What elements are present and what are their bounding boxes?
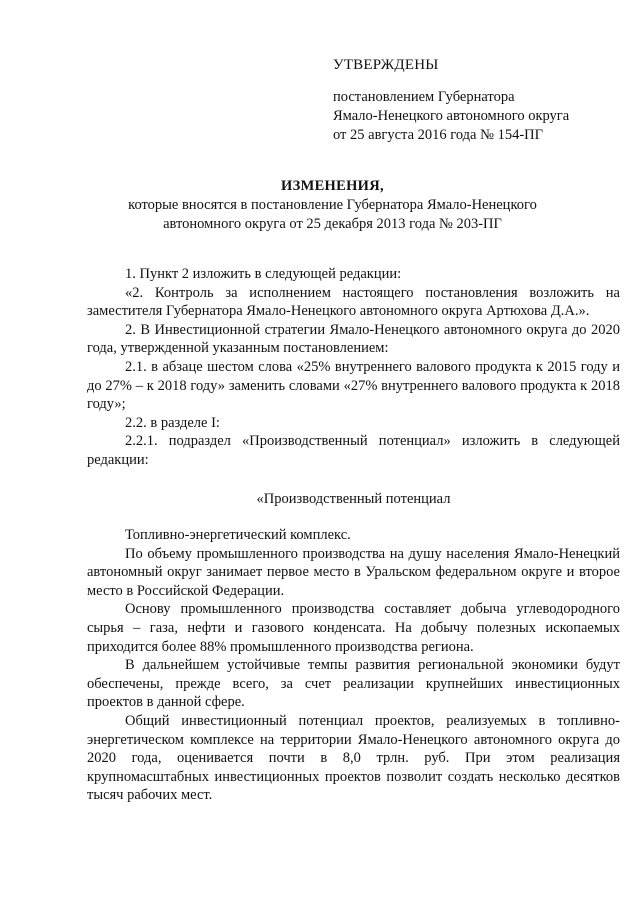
section-paragraph: По объему промышленного производства на душу населения Ямало-Ненецкий автономный округ занимает первое место в Уральском федеральном округе и второе место в Российской Федерации. xyxy=(87,545,620,599)
document-heading xyxy=(60,177,605,234)
approval-line: постановлением Губернатора xyxy=(333,89,515,105)
section-paragraph: Основу промышленного производства составляет добыча углеводородного сырья – газа, нефти и газового конденсата. На добычу полезных ископаемых приходится более 88% промышленного производства региона. xyxy=(87,601,620,655)
document-subtitle-line: которые вносятся в постановление Губернатора Ямало-Ненецкого xyxy=(128,197,537,213)
section-paragraph: Топливно-энергетический комплекс. xyxy=(125,527,351,543)
approval-block xyxy=(333,56,623,145)
amendment-item: 2.2.1. подраздел «Производственный потенциал» изложить в следующей редакции: xyxy=(87,433,620,468)
amendment-item: 2.2. в разделе I: xyxy=(125,414,220,431)
amendments-list xyxy=(87,265,620,470)
approval-line: Ямало-Ненецкого автономного округа xyxy=(333,108,570,124)
section-paragraph: В дальнейшем устойчивые темпы развития региональной экономики будут обеспечены, прежде всего, за счет реализации крупнейших инвестиционных проектов в данной сфере. xyxy=(87,657,620,711)
document-title: ИЗМЕНЕНИЯ, xyxy=(281,178,384,194)
amendment-item: 1. Пункт 2 изложить в следующей редакции: xyxy=(125,266,402,282)
amendment-item: 2.1. в абзаце шестом слова «25% внутреннего валового продукта к 2015 году и до 27% – к 2018 году» заменить словами «27% внутреннего валового продукта к 2018 году»; xyxy=(87,358,620,413)
amendment-item: 2. В Инвестиционной стратегии Ямало-Ненецкого автономного округа до 2020 года, утвержденной указанным постановлением: xyxy=(87,321,620,357)
section-title: «Производственный потенциал xyxy=(256,491,451,507)
approval-line: от 25 августа 2016 года № 154-ПГ xyxy=(333,127,544,143)
amendment-item: «2. Контроль за исполнением настоящего постановления возложить на заместителя Губернатора Ямало-Ненецкого автономного округа Артюхова Д.А.». xyxy=(87,284,620,320)
approval-label: УТВЕРЖДЕНЫ xyxy=(333,57,439,73)
section-paragraph: Общий инвестиционный потенциал проектов, реализуемых в топливно-энергетическом комплексе на территории Ямало-Ненецкого автономного округа до 2020 года, оценивается почти в 8,0 трлн. руб. При этом реализация крупномасштабных инвестиционных проектов позволит создать несколько десятков тысяч рабочих мест. xyxy=(87,712,620,804)
document-subtitle-line: автономного округа от 25 декабря 2013 года № 203-ПГ xyxy=(163,216,502,232)
section-body xyxy=(87,526,620,805)
